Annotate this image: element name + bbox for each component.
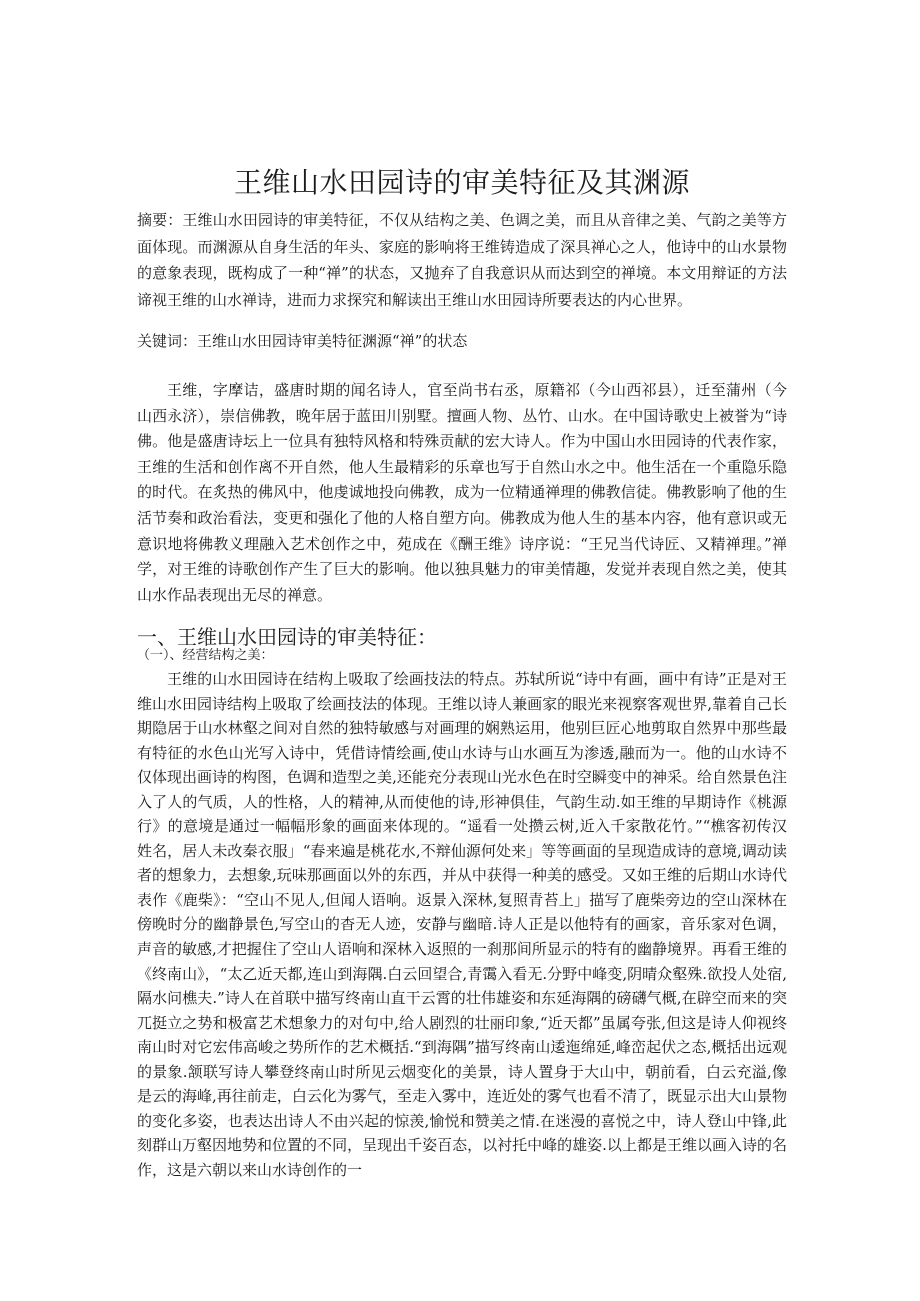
abstract-paragraph: 摘要：王维山水田园诗的审美特征，不仅从结构之美、色调之美，而且从音律之美、气韵之美等方面体现。而渊源从自身生活的年头、家庭的影响将王维铸造成了深具禅心之人，他诗中的山水景物的意象表现，既构成了一种“禅”的状态，又抛弃了自我意识从而达到空的禅境。本文用辩证的方法谛视王维的山水禅诗，进而力求探究和解读出王维山水田园诗所要表达的内心世界。 bbox=[137, 211, 787, 309]
keywords-line: 关键词：王维山水田园诗审美特征渊源“禅”的状态 bbox=[137, 332, 468, 350]
section-heading: 一、王维山水田园诗的审美特征： bbox=[137, 624, 437, 649]
intro-paragraph: 王维，字摩诘，盛唐时期的闻名诗人，官至尚书右丞，原籍祁（今山西祁县），迁至蒲州（今山西永济），崇信佛教，晚年居于蓝田川别墅。擅画人物、丛竹、山水。在中国诗歌史上被誉为“诗佛。他是盛唐诗坛上一位具有独特风格和特殊贡献的宏大诗人。作为中国山水田园诗的代表作家，王维的生活和创作离不开自然，他人生最精彩的乐章也写于自然山水之中。他生活在一个重隐乐隐的时代。在炙热的佛风中，他虔诚地投向佛教，成为一位精通禅理的佛教信徒。佛教影响了他的生活节奏和政治看法，变更和强化了他的人格自塑方向。佛教成为他人生的基本内容，他有意识或无意识地将佛教义理融入艺术创作之中，苑成在《酬王维》诗序说：“王兄当代诗匠、又精禅理。”禅学，对王维的诗歌创作产生了巨大的影响。他以独具魅力的审美情趣，发觉并表现自然之美，使其山水作品表现出无尽的禅意。 bbox=[137, 381, 787, 604]
subsection-heading: （一）、经营结构之美： bbox=[137, 648, 274, 663]
document-title: 王维山水田园诗的审美特征及其渊源 bbox=[233, 165, 690, 199]
body-paragraph: 王维的山水田园诗在结构上吸取了绘画技法的特点。苏轼所说“诗中有画，画中有诗”正是对王维山水田园诗结构上吸取了绘画技法的体现。王维以诗人兼画家的眼光来视察客观世界,靠着自己长期隐居于山水林壑之间对自然的独特敏感与对画理的娴熟运用，他别巨匠心地剪取自然界中那些最有特征的水色山光写入诗中，凭借诗情绘画,使山水诗与山水画互为渗透,融而为一。他的山水诗不仅体现出画诗的构图，色调和造型之美,还能充分表现山光水色在时空瞬变中的神采。给自然景色注入了人的气质，人的性格，人的精神,从而使他的诗,形神俱佳，气韵生动.如王维的早期诗作《桃源行》的意境是通过一幅幅形象的画面来体现的。“遥看一处攒云树,近入千家散花竹。”“樵客初传汉姓名，居人未改秦衣服」“春来遍是桃花水,不辩仙源何处来」等等画面的呈现造成诗的意境,调动读者的想象力，去想象,玩味那画面以外的东西，并从中获得一种美的感受。又如王维的后期山水诗代表作《鹿柴》：“空山不见人,但闻人语响。返景入深林,复照青苔上」描写了鹿柴旁边的空山深林在傍晚时分的幽静景色,写空山的杳无人迹，安静与幽暗.诗人正是以他特有的画家，音乐家对色调，声音的敏感,才把握住了空山人语响和深林入返照的一刹那间所显示的特有的幽静境界。再看王维的《终南山》，“太乙近天都,连山到海隅.白云回望合,青霭入看无.分野中峰变,阴晴众壑殊.欲投人处宿,隔水问樵夫.”诗人在首联中描写终南山直干云霄的壮伟雄姿和东延海隅的磅礴气概,在辟空而来的突兀挺立之势和极富艺术想象力的对句中,给人剧烈的壮丽印象,“近天都”虽属夸张,但这是诗人仰视终南山时对它宏伟高峻之势所作的艺术概括.“到海隅”描写终南山逶迤绵延,峰峦起伏之态,概括出远观的景象.颔联写诗人攀登终南山时所见云烟变化的美景，诗人置身于大山中，朝前看，白云充溢,像是云的海峰,再往前走，白云化为雾气，至走入雾中，连近处的雾气也看不清了，既显示出大山景物的变化多姿，也表达出诗人不由兴起的惊羡,愉悦和赞美之情.在迷漫的喜悦之中，诗人登山中锋,此刻群山万壑因地势和位置的不同，呈现出千姿百态，以衬托中峰的雄姿.以上都是王维以画入诗的名作，这是六朝以来山水诗创作的一 bbox=[137, 670, 787, 1179]
